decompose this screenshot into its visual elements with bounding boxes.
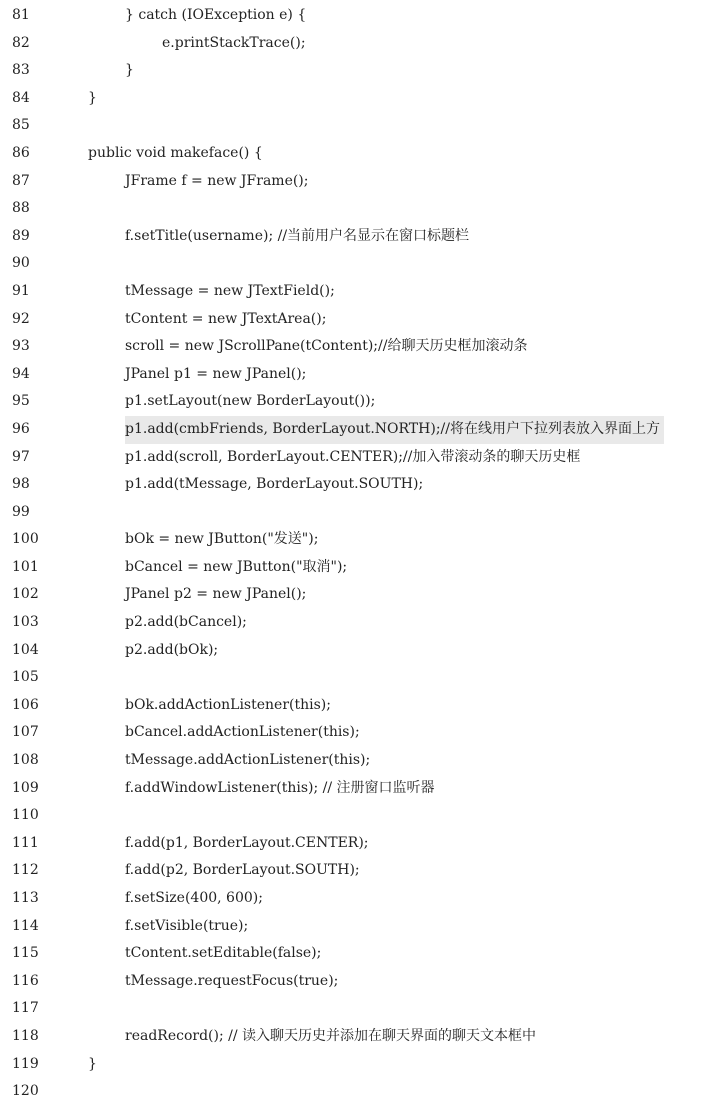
- code-line: [0, 719, 721, 747]
- code-text: readRecord(); // 读入聊天历史并添加在聊天界面的聊天文本框中: [125, 1027, 537, 1044]
- code-line: [0, 637, 721, 665]
- code-text: p2.add(bOk);: [125, 641, 219, 658]
- line-number: 112: [12, 862, 39, 879]
- line-number: 102: [12, 586, 39, 603]
- line-number: 107: [12, 724, 39, 741]
- code-line: [0, 306, 721, 334]
- line-number: 86: [12, 144, 30, 161]
- code-line: [0, 57, 721, 85]
- code-line: [0, 1051, 721, 1079]
- line-number: 101: [12, 558, 39, 575]
- code-text: f.addWindowListener(this); // 注册窗口监听器: [125, 779, 435, 796]
- line-number: 118: [12, 1027, 39, 1044]
- code-text: f.add(p2, BorderLayout.SOUTH);: [125, 862, 360, 879]
- line-number: 110: [12, 807, 39, 824]
- code-text: e.printStackTrace();: [162, 34, 306, 51]
- code-text: tContent = new JTextArea();: [125, 310, 327, 327]
- code-text: JPanel p1 = new JPanel();: [125, 365, 307, 382]
- code-line: [0, 692, 721, 720]
- code-line: [0, 388, 721, 416]
- line-number: 117: [12, 1000, 39, 1017]
- code-text: f.add(p1, BorderLayout.CENTER);: [125, 834, 369, 851]
- code-line: [0, 2, 721, 30]
- line-number: 100: [12, 531, 39, 548]
- code-line: [0, 1078, 721, 1106]
- line-number: 93: [12, 338, 30, 355]
- line-number: 89: [12, 227, 30, 244]
- code-line-highlighted: [0, 416, 721, 444]
- code-line: [0, 471, 721, 499]
- code-text: bOk = new JButton("发送");: [125, 531, 319, 548]
- code-text: f.setVisible(true);: [125, 917, 249, 934]
- code-listing: [0, 2, 721, 1106]
- line-number: 94: [12, 365, 30, 382]
- line-number: 90: [12, 255, 30, 272]
- code-line: [0, 223, 721, 251]
- code-text: f.setTitle(username); //当前用户名显示在窗口标题栏: [125, 227, 470, 244]
- code-line: [0, 857, 721, 885]
- line-number: 105: [12, 669, 39, 686]
- code-text: tContent.setEditable(false);: [125, 945, 322, 962]
- code-text: JFrame f = new JFrame();: [125, 172, 309, 189]
- code-line: [0, 278, 721, 306]
- code-line: [0, 554, 721, 582]
- line-number: 96: [12, 420, 30, 437]
- line-number: 113: [12, 890, 39, 906]
- code-line: [0, 940, 721, 968]
- code-text: }: [88, 1055, 97, 1072]
- code-text: bOk.addActionListener(this);: [125, 696, 331, 713]
- code-text: }: [125, 62, 134, 79]
- code-line: [0, 995, 721, 1023]
- line-number: 95: [12, 393, 30, 410]
- line-number: 108: [12, 752, 39, 769]
- code-line: [0, 609, 721, 637]
- line-number: 119: [12, 1055, 39, 1072]
- code-text: f.setSize(400, 600);: [125, 890, 263, 906]
- line-number: 85: [12, 117, 30, 134]
- code-line: [0, 664, 721, 692]
- code-text: tMessage.requestFocus(true);: [125, 972, 339, 989]
- line-number: 104: [12, 641, 39, 658]
- line-number: 84: [12, 89, 30, 106]
- code-line: [0, 112, 721, 140]
- code-text: p1.add(cmbFriends, BorderLayout.NORTH);//将在线用户下拉列表放入界面上方: [125, 416, 664, 444]
- code-line: [0, 140, 721, 168]
- line-number: 81: [12, 7, 30, 23]
- line-number: 114: [12, 917, 39, 934]
- line-number: 106: [12, 696, 39, 713]
- line-number: 91: [12, 282, 30, 299]
- code-text: public void makeface() {: [88, 144, 263, 161]
- code-line: [0, 802, 721, 830]
- code-text: bCancel = new JButton("取消");: [125, 558, 348, 575]
- code-line: [0, 830, 721, 858]
- code-line: [0, 250, 721, 278]
- line-number: 97: [12, 448, 30, 465]
- code-line: [0, 913, 721, 941]
- code-line: [0, 361, 721, 389]
- line-number: 111: [12, 834, 39, 851]
- code-line: [0, 581, 721, 609]
- code-text: tMessage = new JTextField();: [125, 282, 335, 299]
- code-line: [0, 333, 721, 361]
- code-line: [0, 526, 721, 554]
- line-number: 99: [12, 503, 30, 520]
- code-text: p1.add(tMessage, BorderLayout.SOUTH);: [125, 476, 424, 493]
- code-line: [0, 168, 721, 196]
- code-line: [0, 195, 721, 223]
- code-text: p1.add(scroll, BorderLayout.CENTER);//加入带滚动条的聊天历史框: [125, 448, 581, 465]
- line-number: 116: [12, 972, 39, 989]
- code-text: tMessage.addActionListener(this);: [125, 752, 371, 769]
- code-line: [0, 85, 721, 113]
- code-line: [0, 499, 721, 527]
- code-line: [0, 885, 721, 913]
- line-number: 103: [12, 614, 39, 631]
- code-text: p2.add(bCancel);: [125, 614, 247, 631]
- line-number: 98: [12, 476, 30, 493]
- code-line: [0, 1023, 721, 1051]
- code-text: }: [88, 89, 97, 106]
- code-text: } catch (IOException e) {: [125, 7, 307, 23]
- line-number: 92: [12, 310, 30, 327]
- line-number: 109: [12, 779, 39, 796]
- code-line: [0, 30, 721, 58]
- code-line: [0, 775, 721, 803]
- code-line: [0, 968, 721, 996]
- code-text: bCancel.addActionListener(this);: [125, 724, 360, 741]
- code-text: p1.setLayout(new BorderLayout());: [125, 393, 376, 410]
- code-line: [0, 444, 721, 472]
- line-number: 82: [12, 34, 30, 51]
- line-number: 88: [12, 200, 30, 217]
- line-number: 87: [12, 172, 30, 189]
- code-line: [0, 747, 721, 775]
- code-text: scroll = new JScrollPane(tContent);//给聊天历史框加滚动条: [125, 338, 528, 355]
- line-number: 83: [12, 62, 30, 79]
- code-text: JPanel p2 = new JPanel();: [125, 586, 307, 603]
- line-number: 115: [12, 945, 39, 962]
- line-number: 120: [12, 1083, 39, 1100]
